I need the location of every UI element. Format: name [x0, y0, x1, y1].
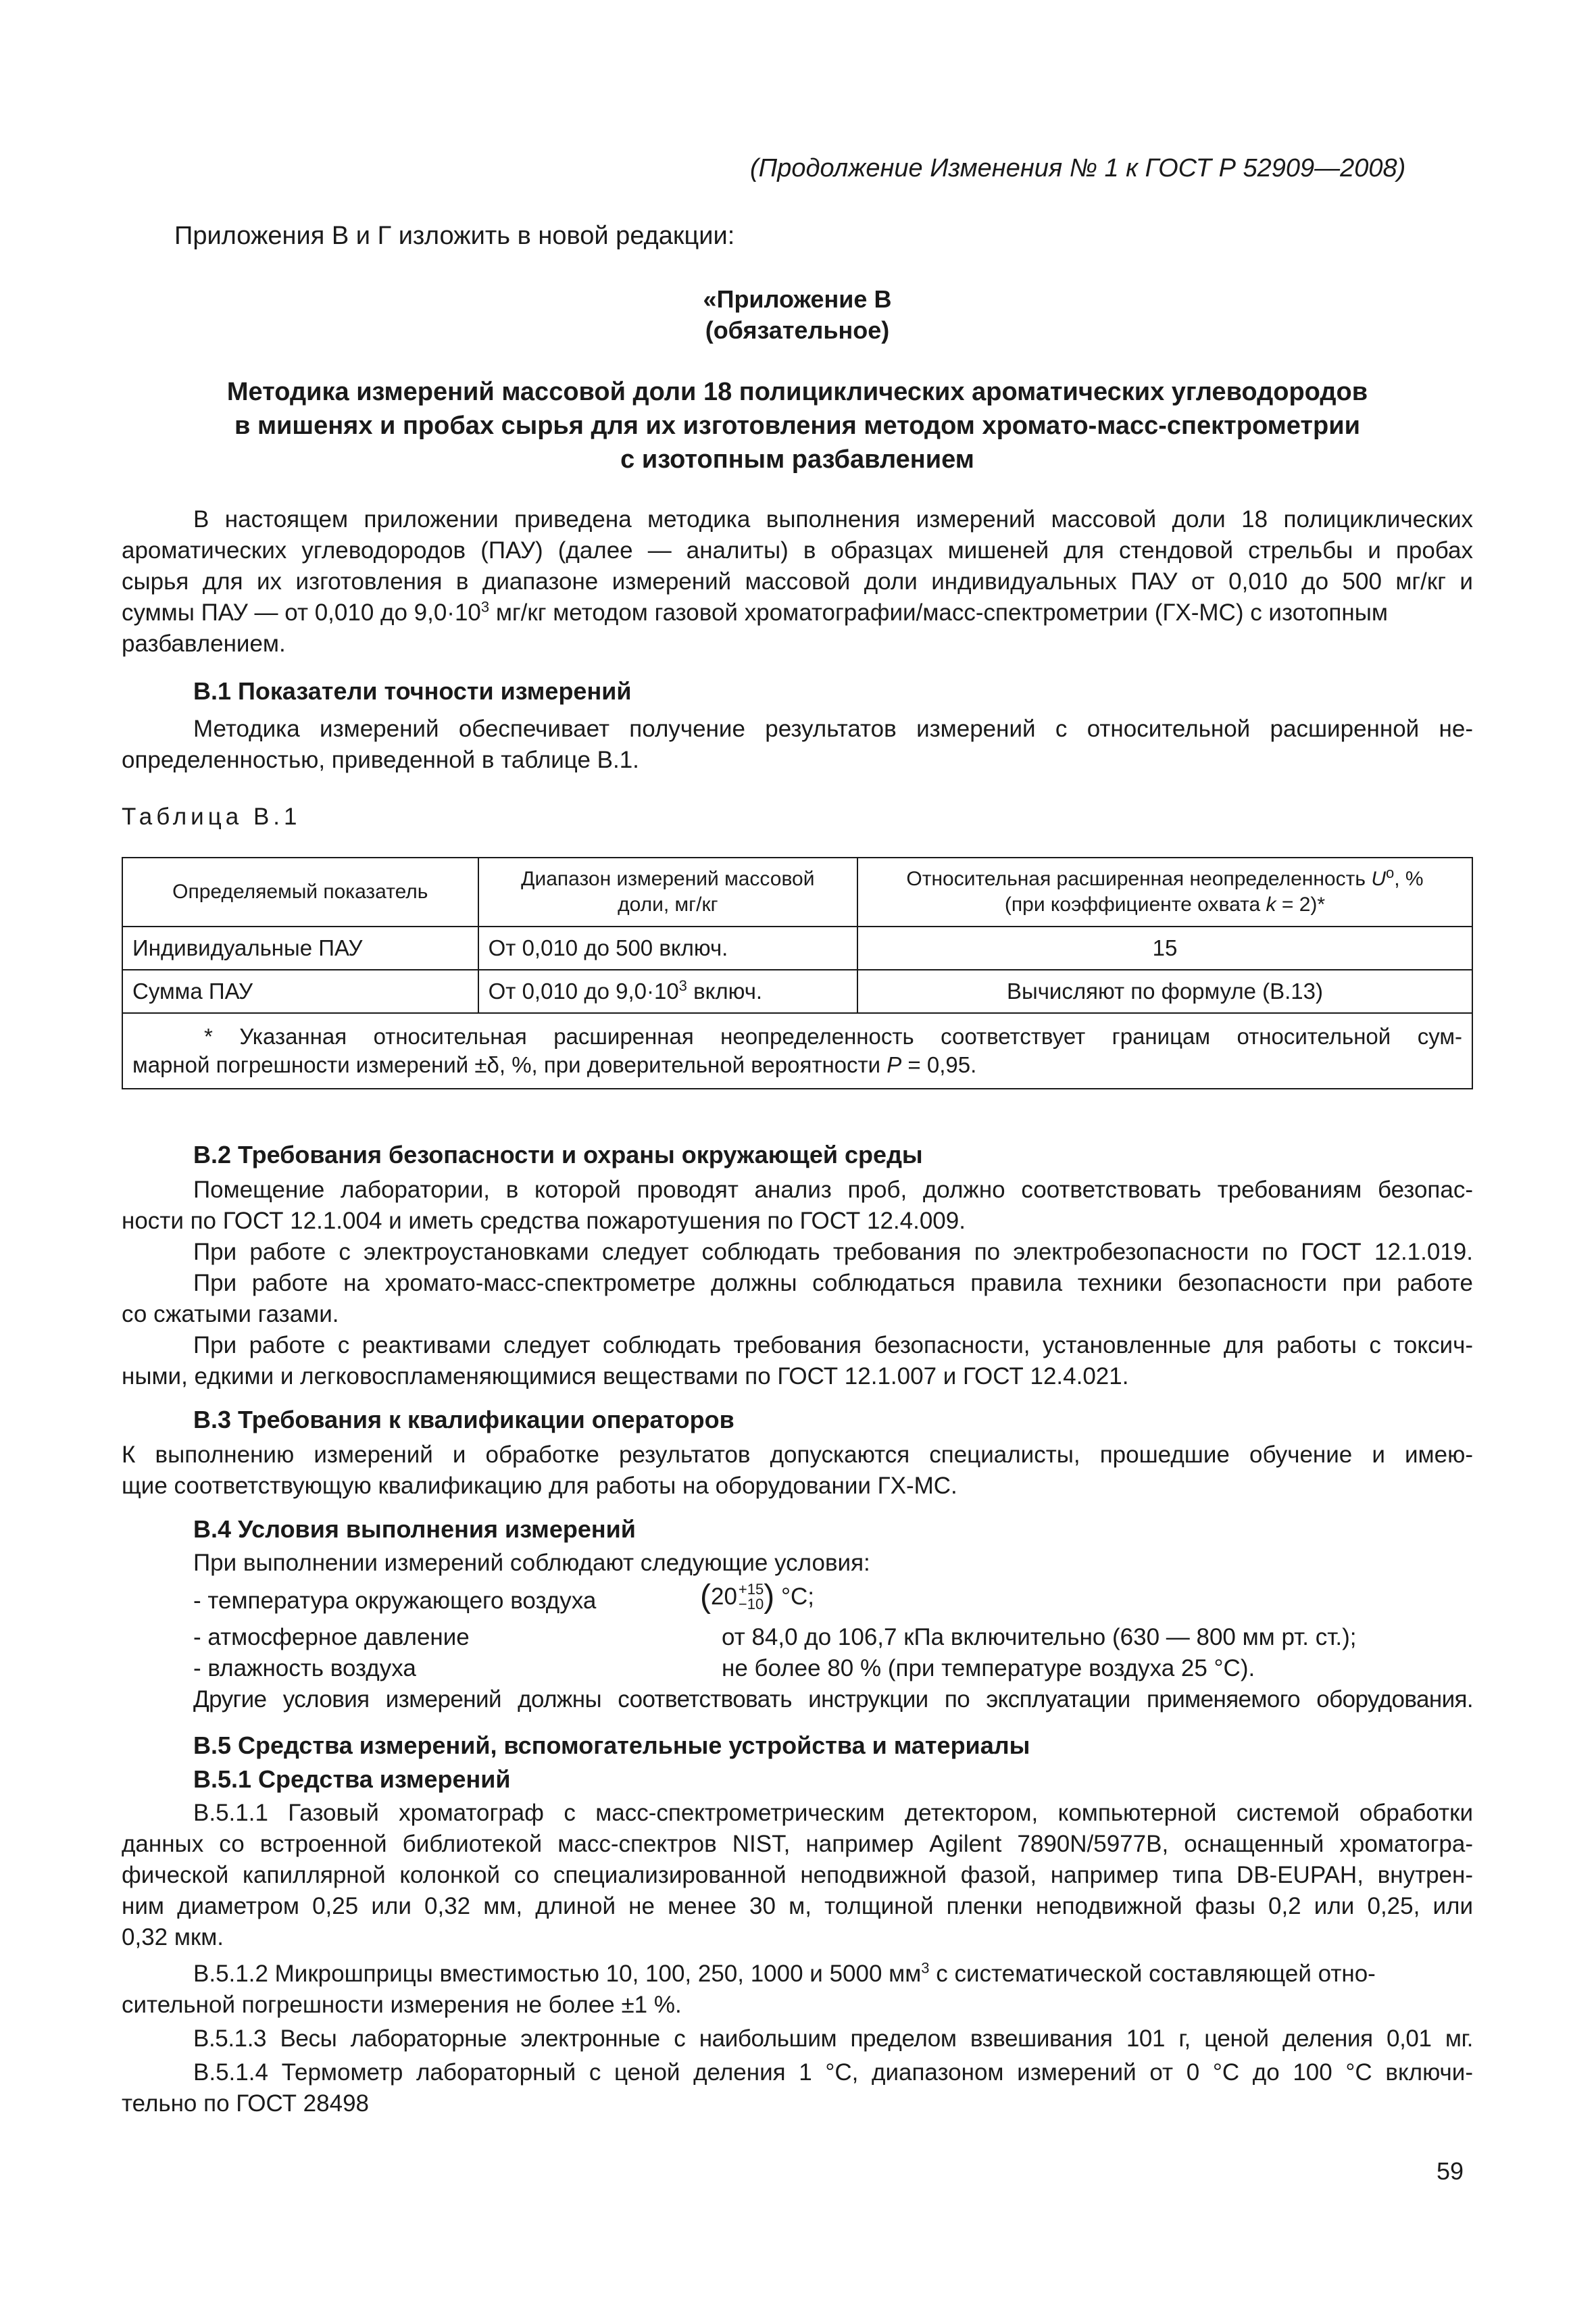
p2-superscript: 3 — [921, 1959, 930, 1977]
table-header-row — [122, 858, 1472, 927]
header-uncertainty — [857, 858, 1472, 927]
temp-base: 20 — [710, 1583, 737, 1610]
section-b2-line: ными, едкими и легковоспламеняющимися веществами по ГОСТ 12.1.007 и ГОСТ 12.4.021. — [122, 1363, 1129, 1389]
header-range-line-1: Диапазон измерений массовой — [521, 868, 815, 890]
appendix-status: (обязательное) — [705, 316, 890, 344]
section-b5-p4-line: В.5.1.4 Термометр лабораторный с ценой деления 1 °C, диапазоном измерений от 0 °C до 100 °C включи- — [193, 2059, 1473, 2086]
open-paren: ( — [700, 1578, 711, 1615]
temp-tolerance — [739, 1582, 764, 1612]
header-uncertainty-text: Относительная расширенная неопределенность — [906, 868, 1372, 890]
table-footnote — [122, 1013, 1472, 1089]
section-b1-text: Методика измерений обеспечивает получение результатов измерений с относительной расширенной не- — [193, 716, 1473, 742]
section-b2-line: ности по ГОСТ 12.1.004 и иметь средства пожаротушения по ГОСТ 12.4.009. — [122, 1208, 966, 1234]
section-b5-1-title: В.5.1 Средства измерений — [193, 1765, 511, 1793]
intro-paragraph-line: разбавлением. — [122, 631, 286, 657]
continuation-header: (Продолжение Изменения № 1 к ГОСТ Р 52909—2008) — [750, 154, 1406, 182]
row-uncertainty: 15 — [857, 927, 1472, 970]
header-uncertainty-text: = 2)* — [1276, 893, 1326, 916]
section-b5-p4-line: тельно по ГОСТ 28498 — [122, 2090, 370, 2117]
condition-pressure-value: от 84,0 до 106,7 кПа включительно (630 — 800 мм рт. ст.); — [722, 1624, 1357, 1650]
section-b1-text: определенностью, приведенной в таблице В.1. — [122, 747, 639, 773]
condition-temperature-name: - температура окружающего воздуха — [193, 1587, 597, 1614]
close-paren: ) — [764, 1578, 775, 1615]
condition-humidity-value: не более 80 % (при температуре воздуха 25 °C). — [722, 1655, 1255, 1681]
section-b5-p2-line: сительной погрешности измерения не более ±1 %. — [122, 1992, 682, 2018]
intro-text: суммы ПАУ — от 0,010 до 9,0·10 — [122, 599, 481, 626]
row-range-text: включ. — [687, 979, 763, 1004]
temp-unit: °C; — [774, 1583, 814, 1610]
intro-paragraph-line: В настоящем приложении приведена методика выполнения измерений массовой доли 18 полициклических — [193, 506, 1473, 533]
intro-paragraph-line: ароматических углеводородов (ПАУ) (далее — аналиты) в образцах мишеней для стендовой стрельбы и пробах — [122, 537, 1473, 564]
table-caption: Таблица В.1 — [122, 804, 301, 830]
row-indicator: Индивидуальные ПАУ — [122, 927, 478, 970]
table-row — [122, 970, 1472, 1013]
header-uncertainty-text: , % — [1394, 868, 1424, 890]
temp-plus: +15 — [738, 1580, 764, 1598]
row-range — [478, 970, 857, 1013]
footnote-p-symbol: P — [887, 1052, 902, 1077]
intro-paragraph-line — [122, 597, 1388, 629]
row-range-text: От 0,010 до 9,0·10 — [488, 979, 679, 1004]
table-footnote-line-2 — [132, 1051, 1462, 1079]
section-b5-p1-line: 0,32 мкм. — [122, 1924, 224, 1950]
section-b2-line: При работе на хромато-масс-спектрометре должны соблюдаться правила техники безопасности при работе — [193, 1270, 1473, 1296]
section-b3-title: В.3 Требования к квалификации операторов — [193, 1406, 734, 1433]
section-b2-line: со сжатыми газами. — [122, 1301, 339, 1327]
table-row — [122, 927, 1472, 970]
appendix-heading-line-1: Методика измерений массовой доли 18 полициклических ароматических углеводородов — [226, 378, 1368, 406]
section-b2-title: В.2 Требования безопасности и охраны окружающей среды — [193, 1141, 923, 1168]
row-uncertainty: Вычисляют по формуле (В.13) — [857, 970, 1472, 1013]
section-b2-line: При работе с электроустановками следует соблюдать требования по электробезопасности по ГОСТ 12.1.019. — [193, 1239, 1473, 1265]
table-footnote-row — [122, 1013, 1472, 1089]
temp-minus: −10 — [738, 1595, 764, 1613]
header-u-superscript: o — [1385, 864, 1395, 881]
section-b3-line: щие соответствующую квалификацию для работы на оборудовании ГХ-МС. — [122, 1473, 957, 1499]
intro-line: Приложения В и Г изложить в новой редакции: — [174, 222, 735, 250]
section-b3-line: К выполнению измерений и обработке результатов допускаются специалисты, прошедшие обучение и имею- — [122, 1442, 1473, 1468]
section-b2-line: При работе с реактивами следует соблюдать требования безопасности, установленные для работы с токсич- — [193, 1332, 1473, 1358]
condition-temperature-value — [700, 1580, 814, 1613]
section-b2-line: Помещение лаборатории, в которой проводят анализ проб, должно соответствовать требованиям безопас- — [193, 1177, 1473, 1203]
section-b5-p3: В.5.1.3 Весы лабораторные электронные с наибольшим пределом взвешивания 101 г, ценой деления 0,01 мг. — [193, 2025, 1473, 2052]
header-k-symbol: k — [1266, 893, 1276, 916]
section-b1-title: В.1 Показатели точности измерений — [193, 677, 632, 705]
precision-table — [122, 857, 1473, 1089]
section-b5-p1-line: данных со встроенной библиотекой масс-спектров NIST, например Agilent 7890N/5977B, оснащенный хроматогра- — [122, 1831, 1473, 1857]
section-b4-title: В.4 Условия выполнения измерений — [193, 1515, 636, 1543]
intro-paragraph-line: сырья для их изготовления в диапазоне измерений массовой доли индивидуальных ПАУ от 0,010 до 500 мг/кг и — [122, 568, 1473, 595]
section-b5-p2-line — [193, 1959, 1376, 1990]
table-footnote-line-1: * Указанная относительная расширенная неопределенность соответствует границам относительной сум- — [204, 1024, 1462, 1049]
appendix-heading-line-3: с изотопным разбавлением — [620, 445, 974, 474]
section-b5-p1-line: ним диаметром 0,25 или 0,32 мм, длиной не менее 30 м, толщиной пленки неподвижной фазы 0,2 или 0,25, или — [122, 1893, 1473, 1919]
appendix-heading-line-2: в мишенях и пробах сырья для их изготовления методом хромато-масс-спектрометрии — [234, 412, 1360, 440]
footnote-text: = 0,95. — [901, 1052, 977, 1077]
section-b4-lead: При выполнении измерений соблюдают следующие условия: — [193, 1550, 870, 1576]
header-range — [478, 858, 857, 927]
condition-pressure-name: - атмосферное давление — [193, 1624, 470, 1650]
page-number: 59 — [1437, 2157, 1464, 2185]
section-b5-p1-line: фической капиллярной колонкой со специализированной неподвижной фазой, например типа DB-EUPAH, внутрен- — [122, 1862, 1473, 1888]
p2-text: В.5.1.2 Микрошприцы вместимостью 10, 100, 250, 1000 и 5000 мм — [193, 1961, 922, 1987]
header-indicator: Определяемый показатель — [122, 858, 478, 927]
p2-text: с систематической составляющей отно- — [929, 1961, 1376, 1987]
intro-text: мг/кг методом газовой хроматографии/масс-спектрометрии (ГХ-МС) с изотопным — [489, 599, 1388, 626]
appendix-title: «Приложение В — [703, 285, 892, 313]
header-u-symbol: U — [1371, 868, 1386, 890]
condition-humidity-name: - влажность воздуха — [193, 1655, 416, 1681]
row-range-superscript: 3 — [678, 977, 687, 994]
section-b4-closing: Другие условия измерений должны соответствовать инструкции по эксплуатации применяемого оборудования. — [193, 1686, 1473, 1713]
footnote-text: марной погрешности измерений ±δ, %, при доверительной вероятности — [132, 1052, 887, 1077]
section-b5-title: В.5 Средства измерений, вспомогательные устройства и материалы — [193, 1731, 1030, 1759]
header-range-line-2: доли, мг/кг — [618, 893, 718, 916]
header-uncertainty-text: (при коэффициенте охвата — [1004, 893, 1266, 916]
row-range: От 0,010 до 500 включ. — [478, 927, 857, 970]
intro-superscript: 3 — [480, 598, 490, 616]
section-b5-p1-line: В.5.1.1 Газовый хроматограф с масс-спектрометрическим детектором, компьютерной системой обработки — [193, 1800, 1473, 1826]
row-indicator: Сумма ПАУ — [122, 970, 478, 1013]
